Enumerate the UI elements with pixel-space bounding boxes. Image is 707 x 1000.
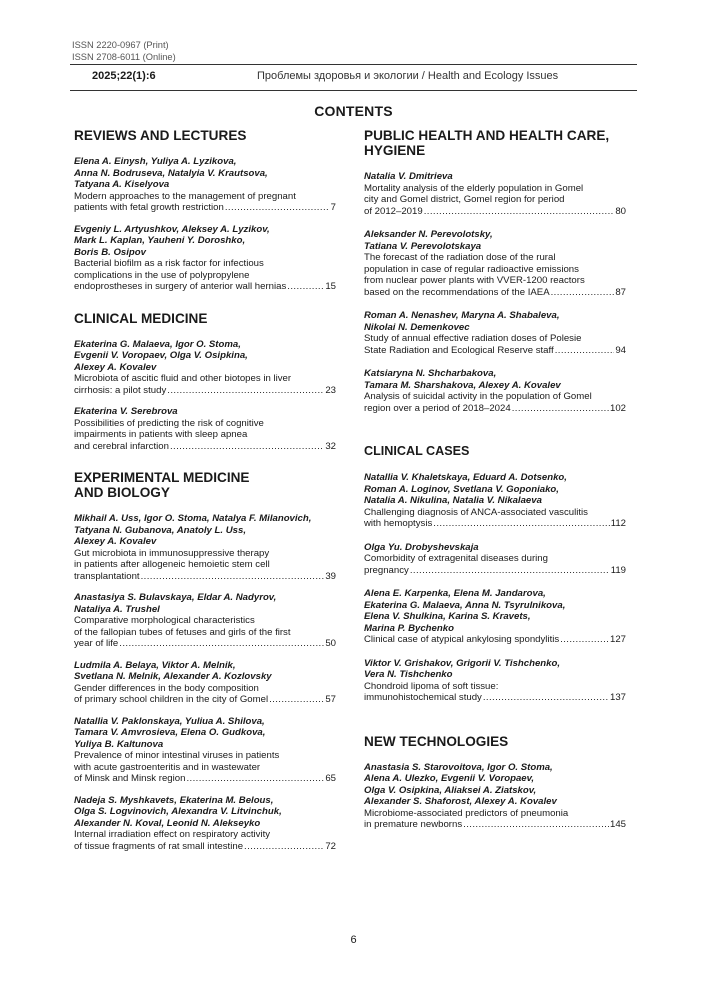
section-heading-line: NEW TECHNOLOGIES	[364, 733, 509, 749]
issn-online: ISSN 2708-6011 (Online)	[72, 51, 176, 62]
entry-page-number[interactable]: 80	[615, 205, 626, 217]
entry-authors: Natalia A. Nikulina, Natalia V. Nikalaeva	[364, 495, 542, 506]
toc-entry[interactable]	[74, 716, 336, 785]
entry-last-line	[74, 841, 336, 853]
entry-title-line: region over a period of 2018–2024	[364, 402, 511, 414]
entry-authors: Natallia V. Khaletskaya, Eduard A. Dotsenko,	[364, 472, 567, 483]
entry-authors: Marina P. Bychenko	[364, 622, 454, 634]
entry-title-line: with hemoptysis	[364, 518, 433, 529]
entry-authors: Ekaterina V. Serebrova	[74, 406, 178, 417]
entry-last-line	[364, 819, 626, 831]
entry-page-number[interactable]: 32	[325, 440, 336, 452]
entry-title-line: patients with fetal growth restriction	[74, 202, 224, 213]
toc-entry[interactable]	[364, 658, 626, 704]
toc-entry[interactable]	[74, 795, 336, 853]
entry-page-number[interactable]: 145	[609, 819, 626, 830]
section-heading-line: REVIEWS AND LECTURES	[74, 128, 247, 143]
section-heading-line: AND BIOLOGY	[74, 485, 170, 500]
dot-leader	[141, 571, 325, 583]
entry-page-number[interactable]: 94	[615, 344, 626, 356]
entry-page-number[interactable]: 39	[325, 570, 336, 582]
entry-authors: Alexey A. Kovalev	[74, 536, 157, 547]
entry-title-line: Gender differences in the body composition	[74, 682, 259, 694]
right-column	[364, 128, 626, 831]
entry-title-line: of primary school children in the city of Gomel	[74, 694, 269, 705]
issn-block	[72, 40, 176, 63]
entry-title-line: Comorbidity of extragenital diseases during	[364, 553, 548, 564]
entry-last-line	[74, 571, 336, 583]
entry-title-line: from nuclear power plants with VVER-1200 reactors	[364, 275, 585, 286]
entry-authors: Alena E. Karpenka, Elena M. Jandarova,	[364, 588, 546, 599]
toc-entry[interactable]	[364, 368, 626, 414]
section-heading	[74, 128, 336, 143]
entry-title-line: Bacterial biofilm as a risk factor for infectious	[74, 258, 264, 269]
entry-authors: Olga V. Osipkina, Aliaksei A. Ziatskov,	[364, 784, 537, 796]
dot-leader	[433, 518, 609, 530]
entry-authors: Alena A. Ulezko, Evgenii V. Voropaev,	[364, 773, 535, 784]
entry-title-line: Mortality analysis of the elderly population in Gomel	[364, 182, 584, 194]
entry-authors: Ekaterina G. Malaeva, Igor O. Stoma,	[74, 338, 241, 350]
entry-authors: Aleksander N. Perevolotsky,	[364, 229, 493, 240]
entry-authors: Olga Yu. Drobyshevskaja	[364, 541, 479, 553]
entry-last-line	[364, 518, 626, 530]
entry-page-number[interactable]: 127	[609, 634, 626, 645]
entry-last-line	[74, 638, 336, 650]
entry-last-line	[364, 692, 626, 704]
entry-authors: Nadeja S. Myshkavets, Ekaterina M. Belous,	[74, 794, 274, 806]
dot-leader	[244, 841, 324, 853]
entry-page-number[interactable]: 72	[325, 840, 336, 852]
dot-leader	[170, 441, 324, 453]
section-heading-line: HYGIENE	[364, 143, 426, 158]
entry-page-number[interactable]: 50	[325, 638, 336, 649]
section-heading-line: CLINICAL MEDICINE	[74, 310, 208, 326]
entry-title-line: immunohistochemical study	[364, 692, 482, 703]
entry-page-number[interactable]: 102	[609, 402, 626, 414]
entry-page-number[interactable]: 87	[615, 286, 626, 298]
toc-entry[interactable]	[74, 660, 336, 706]
entry-authors: Evgeniy L. Artyushkov, Aleksey A. Lyzikov,	[74, 223, 270, 235]
dot-leader	[560, 634, 609, 646]
dot-leader	[512, 403, 609, 415]
entry-last-line	[74, 694, 336, 706]
dot-leader	[225, 202, 330, 214]
section-heading-line: EXPERIMENTAL MEDICINE	[74, 470, 250, 485]
entry-authors: Tamara M. Sharshakova, Alexey A. Kovalev	[364, 379, 561, 391]
entry-last-line	[74, 441, 336, 453]
dot-leader	[424, 206, 615, 218]
entry-title-line: population in case of regular radioactive emissions	[364, 263, 579, 275]
entry-title-line: pregnancy	[364, 564, 409, 576]
entry-title-line: based on the recommendations of the IAEA	[364, 286, 550, 298]
entry-authors: Anna N. Bodruseva, Natalyia V. Krautsova,	[74, 167, 268, 179]
entry-authors: Alexey A. Kovalev	[74, 361, 157, 373]
entry-page-number[interactable]: 112	[610, 518, 626, 529]
entry-authors: Boris B. Osipov	[74, 246, 146, 258]
entry-authors: Mark L. Kaplan, Yauheni Y. Doroshko,	[74, 235, 246, 246]
entry-authors: Yuliya B. Kaltunova	[74, 738, 164, 750]
entry-page-number[interactable]: 57	[325, 694, 336, 705]
entry-page-number[interactable]: 119	[610, 564, 626, 576]
entry-last-line	[364, 345, 626, 357]
entry-authors: Alexander S. Shaforost, Alexey A. Kovalev	[364, 796, 557, 807]
entry-title-line: in patients after allogeneic hemoietic stem cell	[74, 559, 270, 570]
entry-authors: Tatyana N. Gubanova, Anatoly L. Uss,	[74, 524, 247, 536]
header-rule-top	[70, 64, 637, 65]
journal-title: Проблемы здоровья и экологии / Health and Ecology Issues	[257, 70, 559, 82]
dot-leader	[410, 565, 610, 577]
entry-page-number[interactable]: 65	[325, 773, 336, 784]
entry-authors: Mikhail A. Uss, Igor O. Stoma, Natalya F. Milanovich,	[74, 513, 312, 524]
entry-authors: Natalia V. Dmitrieva	[364, 171, 453, 182]
entry-last-line	[364, 206, 626, 218]
entry-title-line: of the fallopian tubes of fetuses and girls of the first	[74, 626, 291, 638]
entry-title-line: Clinical case of atypical ankylosing spondylitis	[364, 634, 560, 645]
entry-last-line	[364, 287, 626, 299]
entry-authors: Ludmila A. Belaya, Viktor A. Melnik,	[74, 659, 236, 671]
entry-title-line: Chondroid lipoma of soft tissue:	[364, 680, 499, 692]
entry-title-line: in premature newborns	[364, 819, 463, 830]
section-heading	[74, 470, 336, 500]
entry-title-line: Study of annual effective radiation doses of Polesie	[364, 333, 582, 344]
toc-entry[interactable]	[74, 339, 336, 397]
entry-title-line: year of life	[74, 638, 119, 649]
entry-title-line: Possibilities of predicting the risk of cognitive	[74, 417, 264, 429]
entry-last-line	[74, 281, 336, 293]
issn-print: ISSN 2220-0967 (Print)	[72, 40, 169, 50]
entry-title-line: Microbiota of ascitic fluid and other biotopes in liver	[74, 373, 292, 384]
entry-title-line: and cerebral infarction	[74, 440, 169, 452]
page-number: 6	[350, 934, 357, 946]
entry-title-line: of tissue fragments of rat small intestine	[74, 840, 244, 852]
entry-title-line: Internal irradiation effect on respiratory activity	[74, 829, 271, 840]
entry-title-line: impairments in patients with sleep apnea	[74, 429, 248, 440]
entry-title-line: State Radiation and Ecological Reserve staff	[364, 344, 554, 356]
entry-title-line: Comparative morphological characteristics	[74, 615, 255, 626]
dot-leader	[167, 385, 324, 397]
entry-authors: Katsiaryna N. Shcharbakova,	[364, 368, 497, 379]
entry-page-number[interactable]: 15	[325, 281, 336, 292]
entry-authors: Anastasia S. Starovoitova, Igor O. Stoma,	[364, 761, 553, 773]
entry-authors: Anastasiya S. Bulavskaya, Eldar A. Nadyrov,	[74, 592, 277, 603]
entry-authors: Alexander N. Koval, Leonid N. Alekseyko	[74, 817, 261, 829]
dot-leader	[287, 281, 324, 293]
entry-authors: Nataliya A. Trushel	[74, 603, 160, 615]
dot-leader	[555, 345, 615, 357]
header-rule-bottom	[70, 90, 637, 91]
entry-authors: Tamara V. Amvrosieva, Elena O. Gudkova,	[74, 727, 266, 738]
section-heading	[364, 128, 626, 158]
dot-leader	[551, 287, 615, 299]
entry-title-line: cirrhosis: a pilot study	[74, 384, 167, 396]
entry-title-line: complications in the use of polypropylene	[74, 269, 250, 281]
dot-leader	[483, 692, 609, 704]
entry-title-line: Microbiome-associated predictors of pneumonia	[364, 807, 569, 819]
entry-authors: Tatyana A. Kiselyova	[74, 179, 170, 190]
entry-page-number[interactable]: 137	[609, 692, 626, 703]
entry-title-line: endoprostheses in surgery of anterior wall hernias	[74, 281, 287, 292]
toc-entry[interactable]	[364, 171, 626, 217]
entry-authors: Vera N. Tishchenko	[364, 669, 453, 680]
contents-title: CONTENTS	[314, 103, 393, 119]
entry-last-line	[74, 385, 336, 397]
entry-title-line: of 2012–2019	[364, 205, 423, 217]
entry-title-line: Modern approaches to the management of pregnant	[74, 190, 296, 202]
toc-entry[interactable]	[74, 592, 336, 650]
entry-authors: Svetlana N. Melnik, Alexander A. Kozlovsky	[74, 671, 272, 682]
toc-entry[interactable]	[74, 406, 336, 452]
entry-last-line	[364, 403, 626, 415]
dot-leader	[269, 694, 324, 706]
entry-title-line: Prevalence of minor intestinal viruses in patients	[74, 750, 280, 761]
entry-authors: Olga S. Logvinovich, Alexandra V. Litvinchuk,	[74, 806, 282, 817]
toc-entry[interactable]	[74, 156, 336, 214]
toc-entry[interactable]	[364, 588, 626, 646]
section-heading-line: CLINICAL CASES	[364, 444, 470, 458]
section-heading	[74, 311, 336, 326]
entry-authors: Tatiana V. Perevolotskaya	[364, 240, 482, 252]
section-heading-line: PUBLIC HEALTH AND HEALTH CARE,	[364, 128, 610, 143]
toc-entry[interactable]	[364, 542, 626, 577]
entry-authors: Elena A. Einysh, Yuliya A. Lyzikova,	[74, 156, 237, 167]
toc-entry[interactable]	[364, 762, 626, 831]
entry-authors: Elena V. Shulkina, Karina S. Kravets,	[364, 611, 531, 622]
entry-authors: Natallia V. Paklonskaya, Yuliua A. Shilova,	[74, 715, 265, 727]
section-heading	[364, 734, 626, 749]
entry-title-line: with acute gastroenteritis and in wastewater	[74, 761, 261, 773]
entry-authors: Roman A. Loginov, Svetlana V. Goponiako,	[364, 483, 559, 495]
entry-title-line: The forecast of the radiation dose of the rural	[364, 252, 556, 263]
entry-title-line: Challenging diagnosis of ANCA-associated vasculitis	[364, 506, 588, 518]
entry-title-line: city and Gomel district, Gomel region for period	[364, 194, 565, 205]
entry-authors: Nikolai N. Demenkovec	[364, 321, 470, 333]
entry-last-line	[74, 202, 336, 214]
entry-page-number[interactable]: 7	[330, 202, 336, 213]
issue-number: 2025;22(1):6	[92, 70, 156, 82]
entry-page-number[interactable]: 23	[325, 384, 336, 396]
entry-last-line	[364, 565, 626, 577]
toc-entry[interactable]	[364, 229, 626, 298]
toc-entry[interactable]	[74, 513, 336, 582]
section-heading	[364, 444, 626, 459]
toc-entry[interactable]	[364, 310, 626, 356]
entry-title-line: of Minsk and Minsk region	[74, 773, 186, 784]
dot-leader	[186, 773, 324, 785]
entry-last-line	[74, 773, 336, 785]
left-column	[74, 128, 336, 852]
entry-authors: Ekaterina G. Malaeva, Anna N. Tsyrulnikova,	[364, 599, 566, 611]
entry-authors: Evgenii V. Voropaev, Olga V. Osipkina,	[74, 350, 248, 361]
entry-title-line: Analysis of suicidal activity in the population of Gomel	[364, 391, 592, 402]
entry-title-line: Gut microbiota in immunosuppressive therapy	[74, 547, 270, 559]
entry-authors: Viktor V. Grishakov, Grigorii V. Tishchenko,	[364, 657, 561, 669]
toc-entry[interactable]	[74, 224, 336, 293]
entry-last-line	[364, 634, 626, 646]
entry-authors: Roman A. Nenashev, Maryna A. Shabaleva,	[364, 310, 560, 321]
entry-title-line: transplantationt	[74, 570, 140, 582]
dot-leader	[463, 819, 609, 831]
toc-entry[interactable]	[364, 472, 626, 530]
dot-leader	[119, 638, 324, 650]
